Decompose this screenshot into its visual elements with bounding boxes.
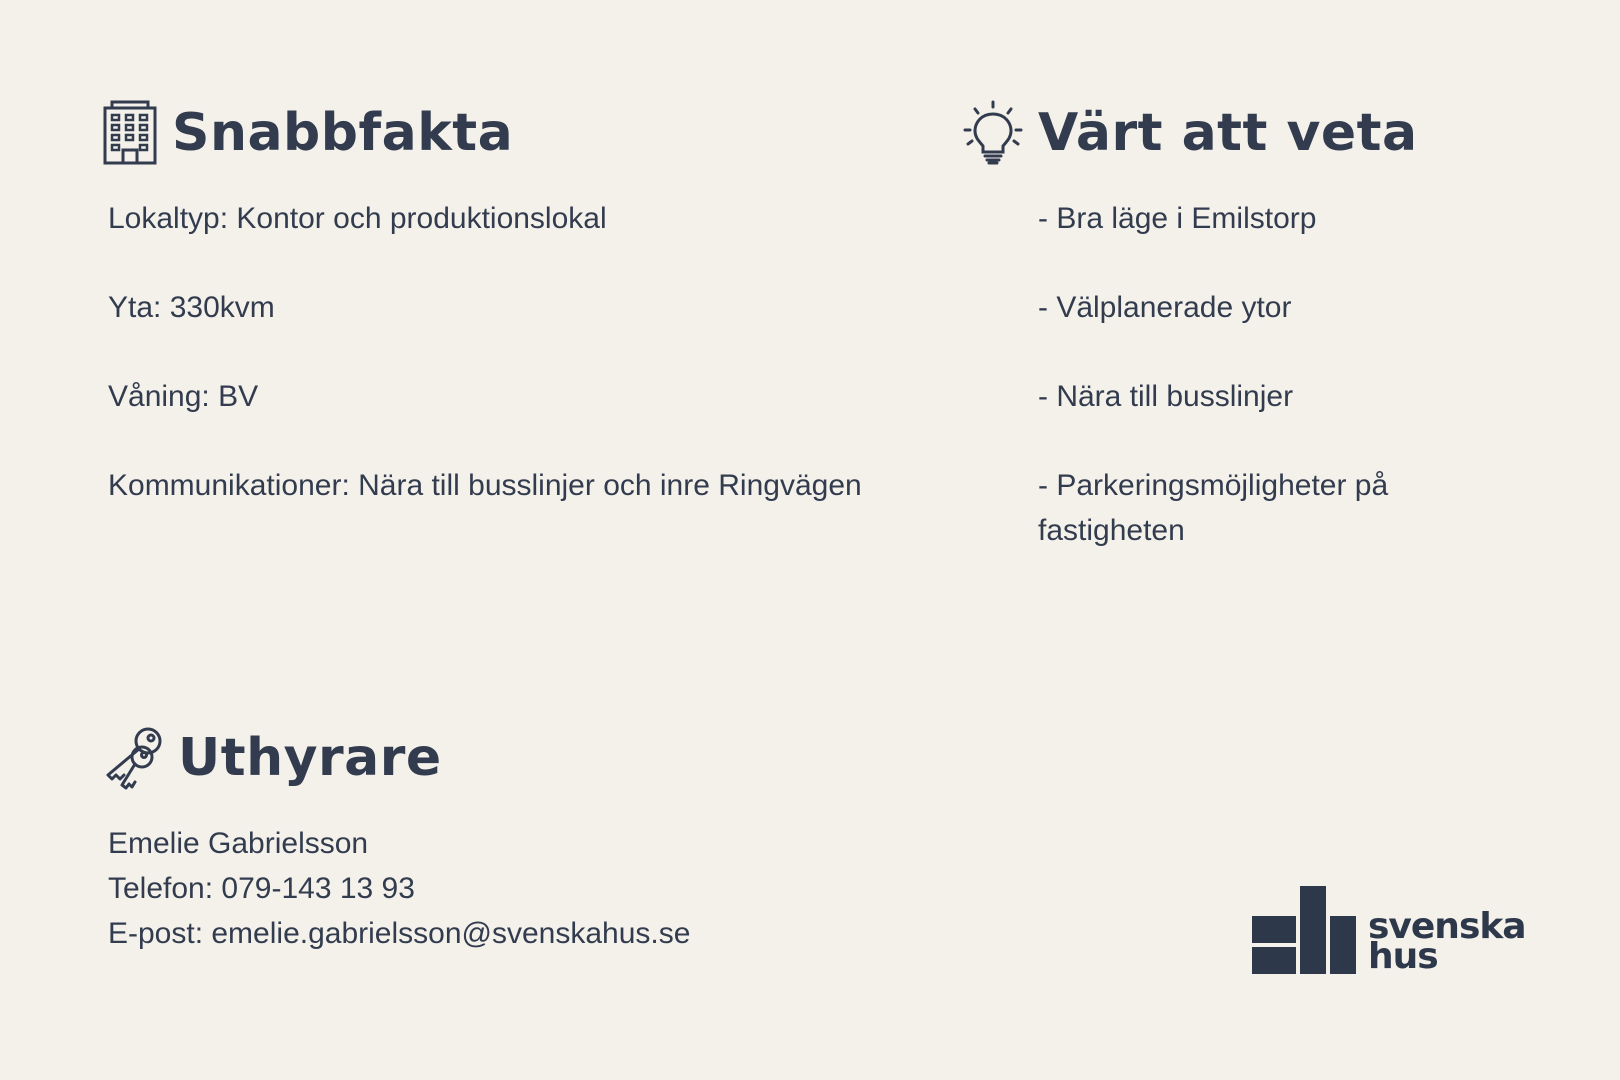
logo-text-line1: svenska (1368, 906, 1526, 947)
tip-item-location: - Bra läge i Emilstorp (1038, 202, 1317, 235)
landlord-contact-list (108, 821, 902, 956)
fact-item-area: Yta: 330kvm (108, 291, 275, 324)
quick-facts-section (102, 100, 922, 552)
good-to-know-heading (962, 100, 1582, 166)
quick-facts-heading (102, 100, 922, 166)
building-icon (102, 100, 158, 166)
logo-text-line2: hus (1368, 936, 1438, 977)
landlord-section (102, 725, 902, 956)
landlord-phone[interactable]: Telefon: 079-143 13 93 (108, 872, 415, 905)
tip-item-parking: - Parkeringsmöjligheter på fastigheten (1038, 469, 1389, 547)
svenska-hus-logo-mark (1252, 886, 1356, 974)
quick-facts-list (108, 196, 922, 508)
landlord-name: Emelie Gabrielsson (108, 827, 369, 860)
fact-item-premises-type: Lokaltyp: Kontor och produktionslokal (108, 202, 607, 235)
landlord-email[interactable]: E-post: emelie.gabrielsson@svenskahus.se (108, 917, 691, 950)
landlord-heading (102, 725, 902, 791)
fact-item-transport: Kommunikationer: Nära till busslinjer och inre Ringvägen (108, 469, 862, 502)
lightbulb-icon (962, 100, 1024, 166)
fact-item-floor: Våning: BV (108, 380, 259, 413)
svenska-hus-logo (1252, 886, 1526, 977)
quick-facts-title: Snabbfakta (172, 103, 514, 163)
tip-item-bus: - Nära till busslinjer (1038, 380, 1294, 413)
tip-item-layout: - Välplanerade ytor (1038, 291, 1292, 324)
landlord-title: Uthyrare (178, 728, 442, 788)
good-to-know-section (962, 100, 1582, 597)
svenska-hus-logo-text (1368, 906, 1526, 977)
keys-icon (102, 725, 164, 791)
good-to-know-title: Värt att veta (1038, 103, 1418, 163)
good-to-know-list (1038, 196, 1468, 553)
